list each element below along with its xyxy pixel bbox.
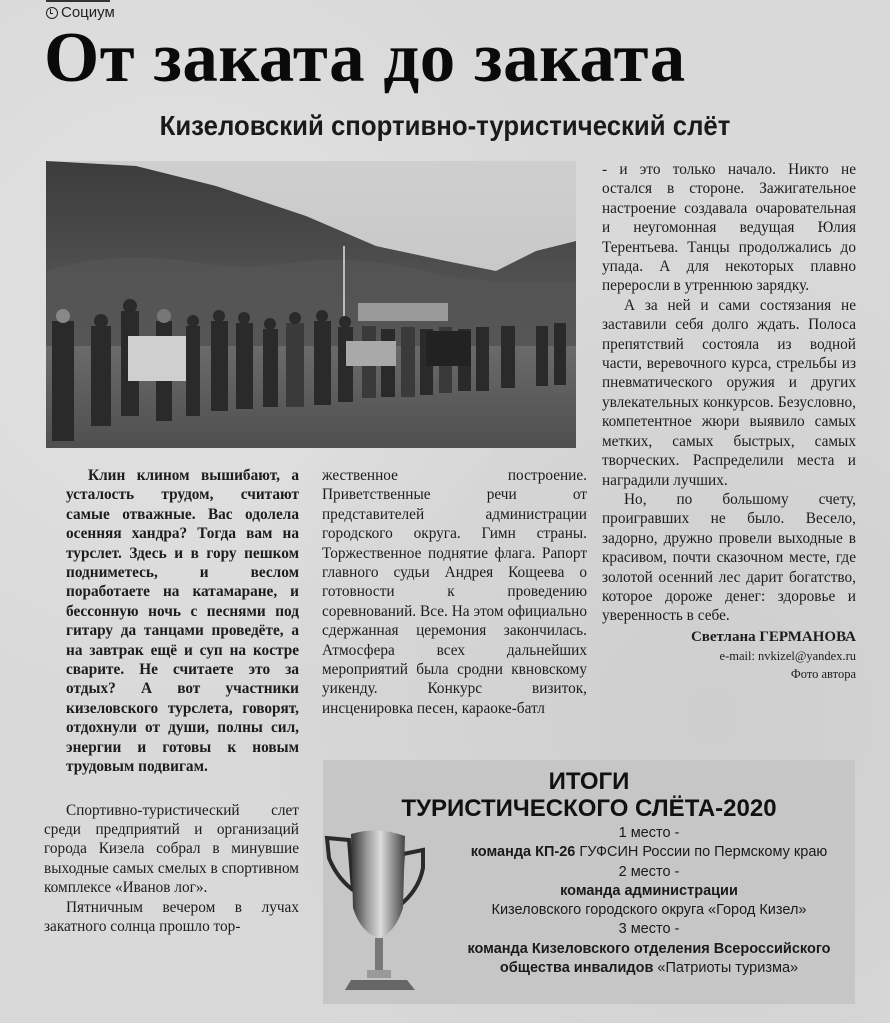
banner-dark [426,331,471,366]
banner-left [128,336,186,381]
results-box [323,760,855,1004]
place-team: команда администрации Кизеловского городского округа «Город Кизел» [491,882,807,919]
place-team: команда КП-26 ГУФСИН России по Пермскому краю [470,844,828,861]
rubric-rule [46,0,110,2]
results-list [441,824,857,978]
author-name: Светлана ГЕРМАНОВА [690,628,856,645]
author-email[interactable]: e-mail: nvkizel@yandex.ru [719,649,856,664]
rubric-label: Социум [61,4,115,21]
article-subheadline: Кизеловский спортивно-туристический слёт [159,110,731,141]
inflatable-boat [358,303,448,321]
paragraph: Пятничным вечером в лучах закатного солнца прошло тор- [44,898,299,935]
banner-middle [346,341,396,366]
clock-icon [46,7,58,19]
article-photo [46,161,576,448]
article-column-3 [602,160,856,683]
place-label: 2 место - [618,863,680,880]
trophy-icon [315,828,435,998]
article-headline: От заката до заката [44,19,686,97]
paragraph: - и это только начало. Никто не остался в стороне. Зажигательное настроение создавала очаровательная и неугомонная ведущая Юлия Терентьева. Танцы продолжались до упада. А для некоторых плавно переросли в утреннюю зарядку. [602,161,856,295]
article-lead [44,466,299,777]
paragraph: Спортивно-туристический слет среди предприятий и организаций города Кизела собрал в минувшие выходные самых смелых в спортивном комплексе «Иванов лог». [44,801,299,897]
place-team: команда Кизеловского отделения Всероссийского общества инвалидов «Патриоты туризма» [467,940,831,977]
author-signature [602,628,856,683]
place-label: 1 место - [618,825,680,841]
paragraph: А за ней и сами состязания не заставили себя долго ждать. Полоса препятствий состояла из водной части, веревочного курса, стрельбы из пневматического оружия и других увлекательных конкурсов. Безусловно, компетентное жюри выявило самых метких, самых быстрых, самых творческих. Распределили места и наградили лучших. [602,296,856,489]
article-column-1 [44,466,299,936]
article-column-2 [322,466,587,718]
paragraph: Но, по большому счету, проигравших не было. Весело, задорно, дружно провели выходные в красивом, почти сказочном месте, где золотой осенний лес дарит богатство, которое дороже денег: здоровье и уверенность в себе. [602,490,856,625]
place-label: 3 место - [618,921,680,938]
lead-paragraph: Клин клином вышибают, а усталость трудом, считают самые отважные. Вас одолела осенняя хандра? Тогда вам на турслет. Здесь и в гору пешком подниметесь, и веслом поработаете на катамаране, и бессонную ночь с песнями под гитару да танцами проведёте, а на завтрак ещё и суп на костре сварите. Не считаете это за отдых? А вот участники кизеловского турслета, говорят, отдохнули от души, полны сил, энергии и готовы к новым трудовым подвигам. [66,467,299,776]
paragraph: жественное построение. Приветственные речи от представителей администрации городского округа. Гимн страны. Торжественное поднятие флага. Рапорт главного судьи Андрея Кощеева о готовности к проведению соревнований. Все. На этом официально сдержанная церемония закончилась. Атмосфера всех дальнейших мероприятий была сродни квновскому уикенду. Конкурс визиток, инсценировка песен, караоке-батл [322,467,587,717]
results-title: ИТОГИ ТУРИСТИЧЕСКОГО СЛЁТА-2020 [401,768,777,822]
photo-credit: Фото автора [790,667,856,682]
